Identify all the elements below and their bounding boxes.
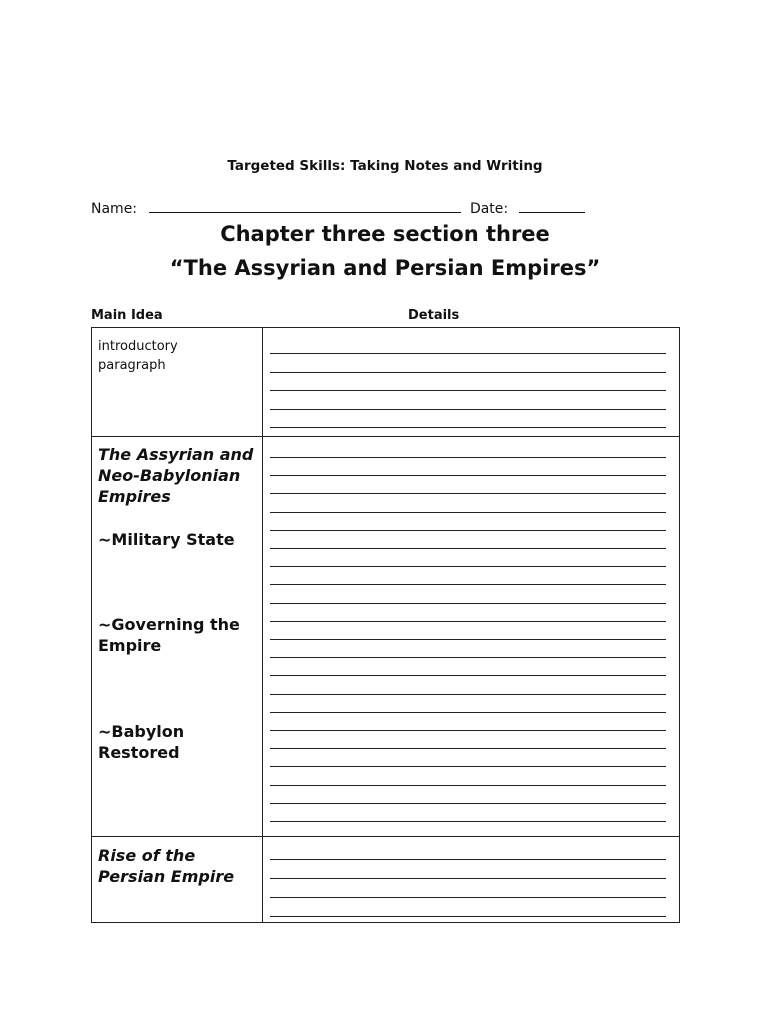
- name-blank[interactable]: [149, 200, 461, 213]
- writing-line[interactable]: [270, 512, 666, 513]
- chapter-title: Chapter three section three: [220, 222, 550, 246]
- writing-line[interactable]: [270, 712, 666, 713]
- military-state-subheading: ~Military State: [98, 530, 235, 549]
- date-label: Date:: [469, 201, 509, 217]
- writing-line[interactable]: [270, 730, 666, 731]
- details-header: Details: [408, 308, 460, 323]
- writing-line[interactable]: [270, 748, 666, 749]
- writing-line[interactable]: [270, 427, 666, 428]
- writing-line[interactable]: [270, 785, 666, 786]
- writing-line[interactable]: [270, 372, 666, 373]
- babylon-subheading: [98, 721, 258, 763]
- writing-line[interactable]: [270, 548, 666, 549]
- writing-line[interactable]: [270, 603, 666, 604]
- writing-line[interactable]: [270, 390, 666, 391]
- assyrian-heading: [98, 444, 258, 507]
- date-blank[interactable]: [519, 200, 585, 213]
- intro-main-idea: [98, 337, 258, 375]
- governing-line-2: Empire: [98, 636, 162, 655]
- writing-line[interactable]: [270, 621, 666, 622]
- writing-line[interactable]: [270, 409, 666, 410]
- writing-line[interactable]: [270, 566, 666, 567]
- name-label: Name:: [91, 201, 138, 217]
- assyrian-heading-line-1: The Assyrian and: [98, 445, 254, 464]
- name-date-row: [91, 200, 585, 217]
- writing-line[interactable]: [270, 530, 666, 531]
- governing-line-1: ~Governing the: [98, 615, 240, 634]
- writing-line[interactable]: [270, 457, 666, 458]
- writing-line[interactable]: [270, 821, 666, 822]
- writing-line[interactable]: [270, 916, 666, 917]
- column-divider: [262, 328, 263, 922]
- assyrian-heading-line-2: Neo-Babylonian: [98, 466, 241, 485]
- persian-line-2: Persian Empire: [98, 867, 235, 886]
- section-title: “The Assyrian and Persian Empires”: [169, 256, 601, 280]
- persian-line-1: Rise of the: [98, 846, 196, 865]
- writing-line[interactable]: [270, 639, 666, 640]
- main-idea-header: Main Idea: [91, 308, 163, 323]
- writing-line[interactable]: [270, 859, 666, 860]
- intro-line-2: paragraph: [98, 358, 166, 373]
- governing-subheading: [98, 614, 258, 656]
- persian-heading: [98, 845, 258, 887]
- babylon-line-1: ~Babylon: [98, 722, 185, 741]
- writing-line[interactable]: [270, 584, 666, 585]
- writing-line[interactable]: [270, 897, 666, 898]
- intro-line-1: introductory: [98, 339, 178, 354]
- writing-line[interactable]: [270, 475, 666, 476]
- babylon-line-2: Restored: [98, 743, 180, 762]
- writing-line[interactable]: [270, 694, 666, 695]
- writing-line[interactable]: [270, 675, 666, 676]
- writing-line[interactable]: [270, 878, 666, 879]
- writing-line[interactable]: [270, 766, 666, 767]
- row-divider: [92, 436, 679, 437]
- row-divider: [92, 836, 679, 837]
- writing-line[interactable]: [270, 657, 666, 658]
- writing-line[interactable]: [270, 803, 666, 804]
- writing-line[interactable]: [270, 493, 666, 494]
- assyrian-heading-line-3: Empires: [98, 487, 171, 506]
- writing-line[interactable]: [270, 353, 666, 354]
- notes-table: [91, 327, 680, 923]
- targeted-skills: Targeted Skills: Taking Notes and Writing: [227, 158, 543, 174]
